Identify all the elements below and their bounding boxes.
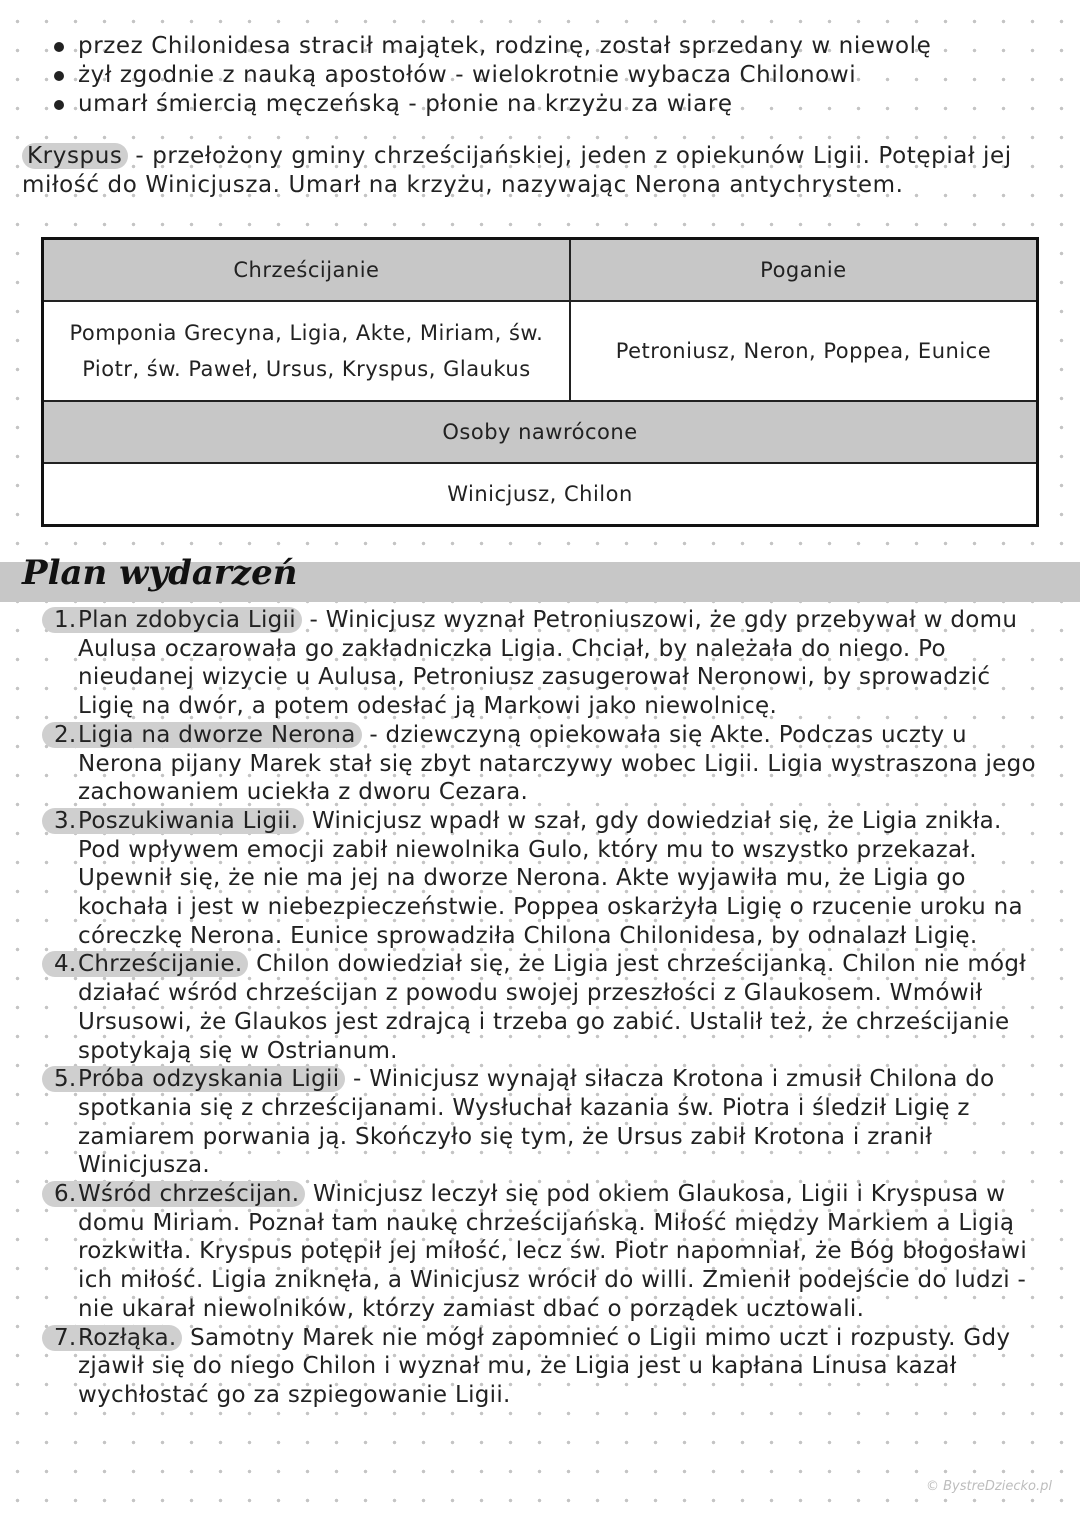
bullet-icon [54, 100, 64, 110]
event-number: 1. [54, 607, 77, 633]
event-title: Chrześcijanie. [42, 951, 248, 977]
event-title: Plan zdobycia Ligii [42, 607, 302, 633]
event-title: Ligia na dworze Nerona [42, 722, 362, 748]
event-text: - Winicjusz wyznał Petroniuszowi, że gdy przebywał w domu Aulusa oczarowała go zakładniczka Ligia. Chciał, by należała do niego. Po nieudanej wizycie u Aulusa, Petroniusz zasugerował Neronowi, by sprowadzić Ligię na dwór, a potem odesłać ją Markowi jako niewolnicę. [78, 607, 1018, 720]
list-item [50, 90, 931, 119]
event-item [48, 721, 1048, 807]
kryspus-name-highlight: Kryspus [22, 143, 128, 169]
characters-table [41, 237, 1039, 527]
header-converted: Osoby nawrócone [43, 401, 1038, 463]
event-text: Samotny Marek nie mógł zapomnieć o Ligii mimo uczt i rozpusty. Gdy zjawił się do niego Chilon i wyznał mu, że Ligia jest u kapłana Linusa kazał wychłostać go za szpiegowanie Ligii. [78, 1324, 1011, 1408]
event-title: Próba odzyskania Ligii [42, 1066, 345, 1092]
event-number: 4. [54, 951, 77, 978]
christians-line: Piotr, św. Paweł, Ursus, Kryspus, Glaukus [82, 357, 531, 381]
event-text: - dziewczyną opiekowała się Akte. Podczas uczty u Nerona pijany Marek stał się zbyt natarczywy wobec Ligii. Ligia wystraszona jego zachowaniem uciekła z dworu Cezara. [78, 721, 1036, 806]
event-item [48, 606, 1048, 721]
event-item [48, 950, 1048, 1065]
events-list [48, 606, 1048, 1410]
list-item-text: przez Chilonidesa stracił majątek, rodzinę, został sprzedany w niewolę [78, 33, 932, 59]
header-christians: Chrześcijanie [43, 239, 570, 302]
christians-cell [43, 301, 570, 401]
event-number: 3. [54, 807, 77, 834]
event-title: Poszukiwania Ligii. [42, 808, 304, 834]
event-title: Wśród chrześcijan. [42, 1181, 305, 1207]
pagans-cell: Petroniusz, Neron, Poppea, Eunice [570, 301, 1038, 401]
kryspus-text: - przełożony gminy chrześcijańskiej, jeden z opiekunów Ligii. Potępiał jej miłość do Winicjusza. Umarł na krzyżu, nazywając Nerona antychrystem. [22, 143, 1012, 198]
event-number: 7. [54, 1324, 77, 1351]
event-item [48, 807, 1048, 951]
character-traits-list [50, 32, 931, 119]
event-number: 6. [54, 1181, 77, 1208]
bullet-icon [54, 42, 64, 52]
event-text: Winicjusz wpadł w szał, gdy dowiedział się, że Ligia znikła. Pod wpływem emocji zabił niewolnika Gulo, który mu to wszystko przekazał. Upewnił się, że nie ma jej na dworze Nerona. Akte wyjawiła mu, że Ligia go kochała i jest w niebezpieczeństwie. Poppea oskarżyła Ligię o rzucenie uroku na córeczkę Nerona. Eunice sprowadziła Chilona Chilonidesa, by odnalazł Ligię. [78, 807, 1023, 949]
event-item [48, 1180, 1048, 1324]
watermark: © BystreDziecko.pl [925, 1479, 1052, 1494]
event-text: Winicjusz leczył się pod okiem Glaukosa, Ligii i Kryspusa w domu Miriam. Poznał tam naukę chrześcijańską. Miłość między Markiem a Ligią rozkwitła. Kryspus potępił jej miłość, lecz św. Piotr napomniał, że Bóg błogosławi ich miłość. Ligia zniknęła, a Winicjusz wrócił do willi. Zmienił podejście do ludzi - nie ukarał niewolników, którzy zamiast dbać o porządek ucztowali. [78, 1181, 1028, 1322]
event-text: Chilon dowiedział się, że Ligia jest chrześcijanką. Chilon nie mógł działać wśród chrześcijan z powodu swojej przeszłości z Glaukosem. Wmówił Ursusowi, że Glaukos jest zdrajcą i trzeba go zabić. Ustalił też, że chrześcijanie spotykają się w Ostrianum. [78, 951, 1027, 1064]
event-number: 2. [54, 721, 77, 748]
bullet-icon [54, 71, 64, 81]
list-item [50, 32, 931, 61]
header-pagans: Poganie [570, 239, 1038, 302]
event-text: - Winicjusz wynajął siłacza Krotona i zmusił Chilona do spotkania się z chrześcijanami. Wysłuchał kazania św. Piotra i śledził Ligię z zamiarem porwania ją. Skończyło się tym, że Ursus zabił Krotona i zranił Winicjusza. [78, 1066, 995, 1179]
section-title: Plan wydarzeń [22, 553, 298, 593]
event-number: 5. [54, 1066, 77, 1093]
christians-line: Pomponia Grecyna, Ligia, Akte, Miriam, św. [69, 321, 544, 345]
kryspus-description [22, 142, 1052, 200]
list-item-text: żył zgodnie z nauką apostołów - wielokrotnie wybacza Chilonowi [78, 62, 857, 88]
list-item-text: umarł śmiercią męczeńską - płonie na krzyżu za wiarę [78, 91, 733, 117]
converted-cell: Winicjusz, Chilon [43, 463, 1038, 526]
list-item [50, 61, 931, 90]
event-item [48, 1065, 1048, 1180]
event-item [48, 1324, 1048, 1410]
event-title: Rozłąka. [42, 1325, 182, 1351]
